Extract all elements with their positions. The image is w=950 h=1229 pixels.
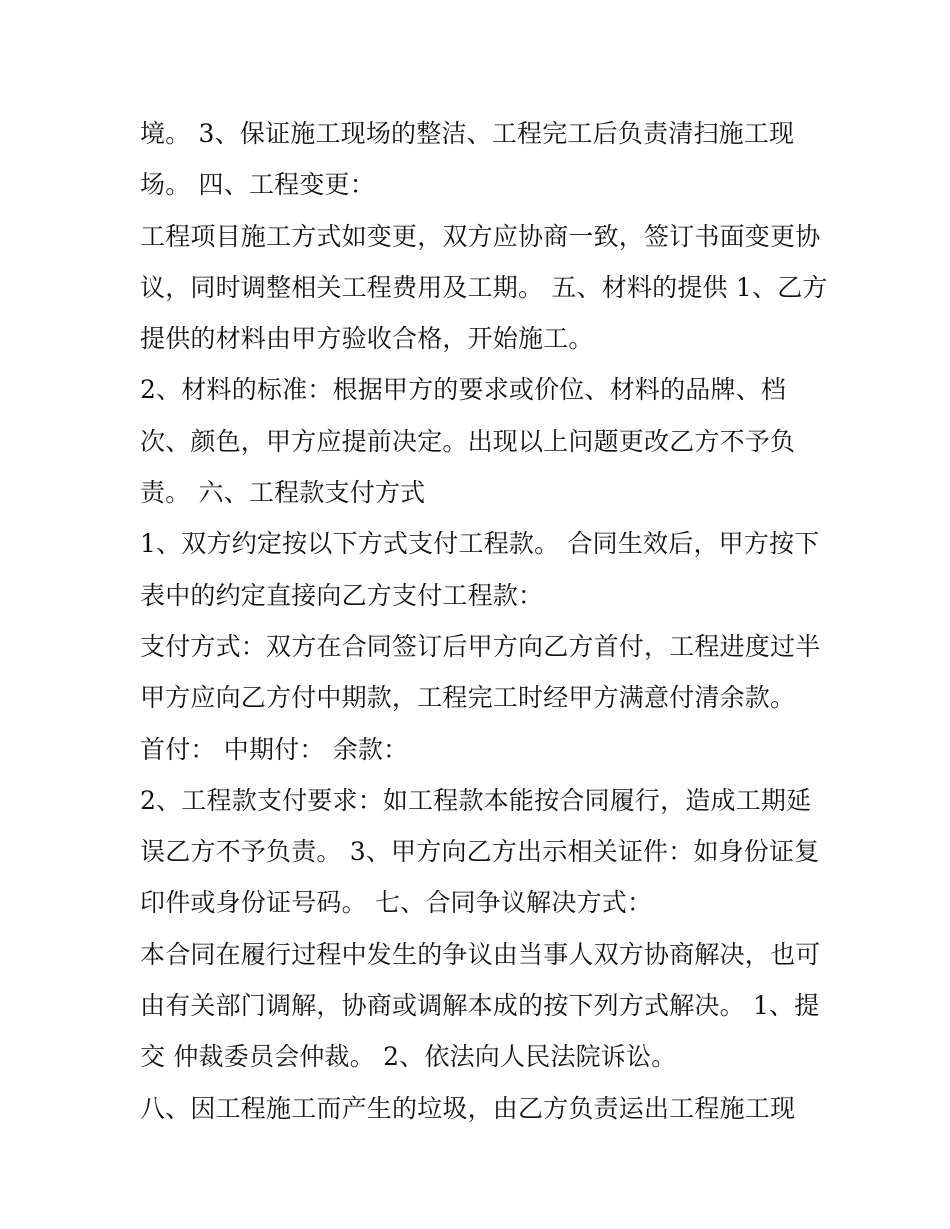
text-line: 提供的材料由甲方验收合格，开始施工。 bbox=[140, 324, 594, 354]
text-line: 支付方式：双方在合同签订后甲方向乙方首付，工程进度过半 bbox=[140, 631, 821, 661]
text-line: 本合同在履行过程中发生的争议由当事人双方协商解决，也可 bbox=[140, 939, 821, 969]
text-line: 境。 3、保证施工现场的整洁、工程完工后负责清扫施工现 bbox=[140, 119, 795, 148]
text-line: 首付： 中期付： 余款： bbox=[140, 734, 409, 764]
text-line: 由有关部门调解，协商或调解本成的按下列方式解决。 1、提 bbox=[140, 991, 820, 1021]
text-line: 印件或身份证号码。 七、合同争议解决方式： bbox=[140, 888, 653, 918]
text-line: 1、双方约定按以下方式支付工程款。 合同生效后，甲方按下 bbox=[140, 529, 820, 559]
text-line: 交 仲裁委员会仲裁。 2、依法向人民法院诉讼。 bbox=[140, 1042, 677, 1072]
text-line: 工程项目施工方式如变更，双方应协商一致，签订书面变更协 bbox=[140, 221, 821, 251]
text-line: 次、颜色，甲方应提前决定。出现以上问题更改乙方不予负 bbox=[140, 426, 796, 456]
text-line: 误乙方不予负责。 3、甲方向乙方出示相关证件：如身份证复 bbox=[140, 837, 820, 867]
text-line: 2、工程款支付要求：如工程款本能按合同履行，造成工期延 bbox=[140, 785, 812, 815]
text-line: 议，同时调整相关工程费用及工期。 五、材料的提供 1、乙方 bbox=[140, 272, 828, 302]
text-line: 责。 六、工程款支付方式 bbox=[140, 478, 426, 508]
document-body bbox=[140, 108, 830, 1134]
text-line: 场。 四、工程变更： bbox=[140, 170, 375, 200]
text-line: 甲方应向乙方付中期款，工程完工时经甲方满意付清余款。 bbox=[140, 683, 796, 713]
text-line: 表中的约定直接向乙方支付工程款： bbox=[140, 580, 544, 610]
text-line: 八、因工程施工而产生的垃圾，由乙方负责运出工程施工现 bbox=[140, 1093, 796, 1123]
text-line: 2、材料的标准：根据甲方的要求或价位、材料的品牌、档 bbox=[140, 375, 787, 405]
